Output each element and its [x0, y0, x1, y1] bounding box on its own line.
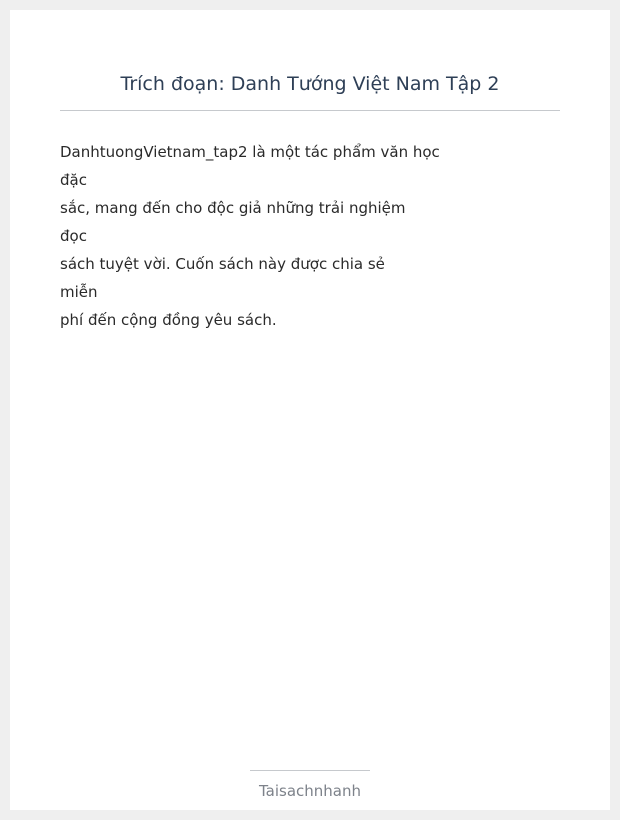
excerpt-line: DanhtuongVietnam_tap2 là một tác phẩm văn học — [60, 143, 440, 161]
excerpt-line: đặc — [60, 171, 87, 189]
footer-source: Taisachnhanh — [258, 782, 362, 800]
page-title: Trích đoạn: Danh Tướng Việt Nam Tập 2 — [120, 73, 500, 95]
footer-divider — [250, 770, 370, 771]
excerpt-body — [60, 138, 490, 334]
document-page — [10, 10, 610, 810]
excerpt-line: sách tuyệt vời. Cuốn sách này được chia sẻ — [60, 255, 385, 273]
excerpt-line: phí đến cộng đồng yêu sách. — [60, 311, 277, 329]
excerpt-line: đọc — [60, 227, 87, 245]
title-divider — [60, 110, 560, 111]
excerpt-line: sắc, mang đến cho độc giả những trải nghiệm — [60, 199, 406, 217]
excerpt-line: miễn — [60, 283, 98, 301]
